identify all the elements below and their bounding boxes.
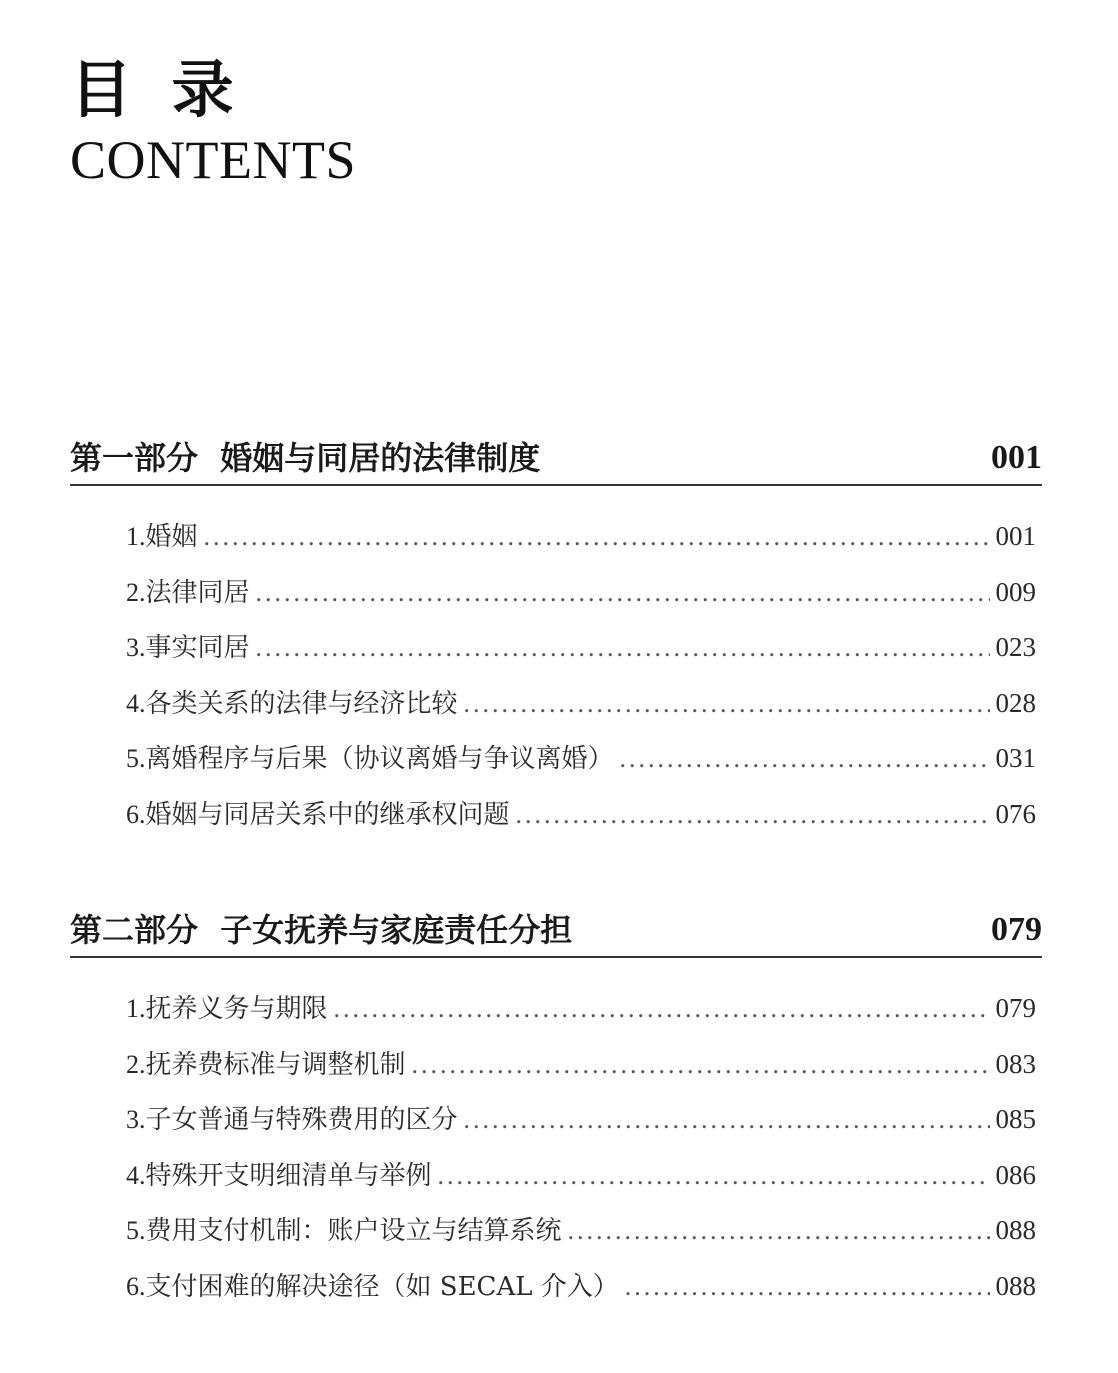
- entry-page-number: 076: [995, 798, 1036, 829]
- toc-part-2: [70, 908, 1042, 1322]
- entry-title: 特殊开支明细清单与举例: [145, 1160, 432, 1191]
- toc-entry[interactable]: [126, 738, 1042, 794]
- entry-number: 5.: [126, 1216, 146, 1246]
- entry-number: 4.: [126, 1160, 146, 1190]
- toc-title-block: [70, 52, 356, 190]
- entry-page-number: 088: [995, 1270, 1036, 1301]
- entry-number: 2.: [126, 577, 146, 607]
- toc-entry[interactable]: [126, 683, 1042, 739]
- dot-leader: [516, 800, 990, 830]
- entry-number: 2.: [126, 1049, 146, 1079]
- toc-title-chinese: 目 录: [70, 53, 236, 126]
- toc-entry[interactable]: [126, 794, 1042, 850]
- dot-leader: [620, 744, 990, 774]
- entry-number: 4.: [126, 688, 146, 718]
- entry-title: 抚养义务与期限: [145, 994, 328, 1024]
- dot-leader: [438, 1161, 990, 1191]
- entry-title: 离婚程序与后果（协议离婚与争议离婚）: [145, 744, 614, 775]
- toc-entry[interactable]: [126, 1155, 1042, 1211]
- entry-number: 6.: [126, 799, 146, 829]
- entry-page-number: 031: [995, 743, 1036, 774]
- dot-leader: [204, 522, 990, 552]
- entry-title: 婚姻: [145, 522, 198, 552]
- toc-entry[interactable]: [126, 627, 1042, 683]
- part-1-title: 第一部分 婚姻与同居的法律制度: [70, 439, 541, 477]
- toc-entry[interactable]: [126, 988, 1042, 1044]
- entry-page-number: 009: [995, 576, 1036, 607]
- entry-number: 1.: [126, 522, 146, 551]
- part-2-entries: [70, 988, 1042, 1322]
- entry-page-number: 079: [995, 993, 1036, 1023]
- part-1-header[interactable]: [70, 436, 1042, 486]
- entry-page-number: 085: [995, 1104, 1036, 1135]
- part-1-page-number: 001: [991, 439, 1042, 476]
- entry-number: 1.: [126, 994, 146, 1023]
- dot-leader: [464, 1105, 990, 1135]
- part-2-header[interactable]: [70, 908, 1042, 958]
- dot-leader: [464, 689, 990, 719]
- toc-entry[interactable]: [126, 572, 1042, 628]
- entry-number: 6.: [126, 1271, 146, 1301]
- entry-page-number: 086: [995, 1159, 1036, 1190]
- entry-title: 子女普通与特殊费用的区分: [145, 1105, 458, 1136]
- entry-title: 费用支付机制：账户设立与结算系统: [145, 1216, 562, 1247]
- entry-title: 婚姻与同居关系中的继承权问题: [145, 799, 510, 830]
- entry-page-number: 083: [995, 1048, 1036, 1079]
- part-2-title: 第二部分 子女抚养与家庭责任分担: [70, 911, 573, 949]
- entry-number: 3.: [126, 633, 146, 663]
- toc-entry[interactable]: [126, 516, 1042, 572]
- toc-part-1: [70, 436, 1042, 850]
- entry-page-number: 028: [995, 687, 1036, 718]
- entry-title: 支付困难的解决途径（如 SECAL 介入）: [145, 1271, 619, 1302]
- toc-entry[interactable]: [126, 1044, 1042, 1100]
- toc-entry[interactable]: [126, 1099, 1042, 1155]
- dot-leader: [568, 1216, 990, 1246]
- dot-leader: [256, 578, 990, 608]
- part-2-page-number: 079: [991, 911, 1042, 948]
- toc-entry[interactable]: [126, 1210, 1042, 1266]
- entry-number: 3.: [126, 1105, 146, 1135]
- toc-entry[interactable]: [126, 1266, 1042, 1322]
- dot-leader: [625, 1272, 990, 1302]
- dot-leader: [256, 633, 990, 663]
- entry-number: 5.: [126, 744, 146, 774]
- toc-title-english: CONTENTS: [70, 130, 356, 190]
- entry-title: 事实同居: [145, 633, 250, 664]
- part-1-entries: [70, 516, 1042, 850]
- dot-leader: [412, 1050, 990, 1080]
- entry-title: 抚养费标准与调整机制: [145, 1049, 406, 1080]
- entry-page-number: 001: [995, 521, 1036, 551]
- entry-page-number: 088: [995, 1215, 1036, 1246]
- entry-title: 各类关系的法律与经济比较: [145, 688, 458, 719]
- dot-leader: [334, 994, 990, 1024]
- entry-page-number: 023: [995, 632, 1036, 663]
- entry-title: 法律同居: [145, 577, 250, 608]
